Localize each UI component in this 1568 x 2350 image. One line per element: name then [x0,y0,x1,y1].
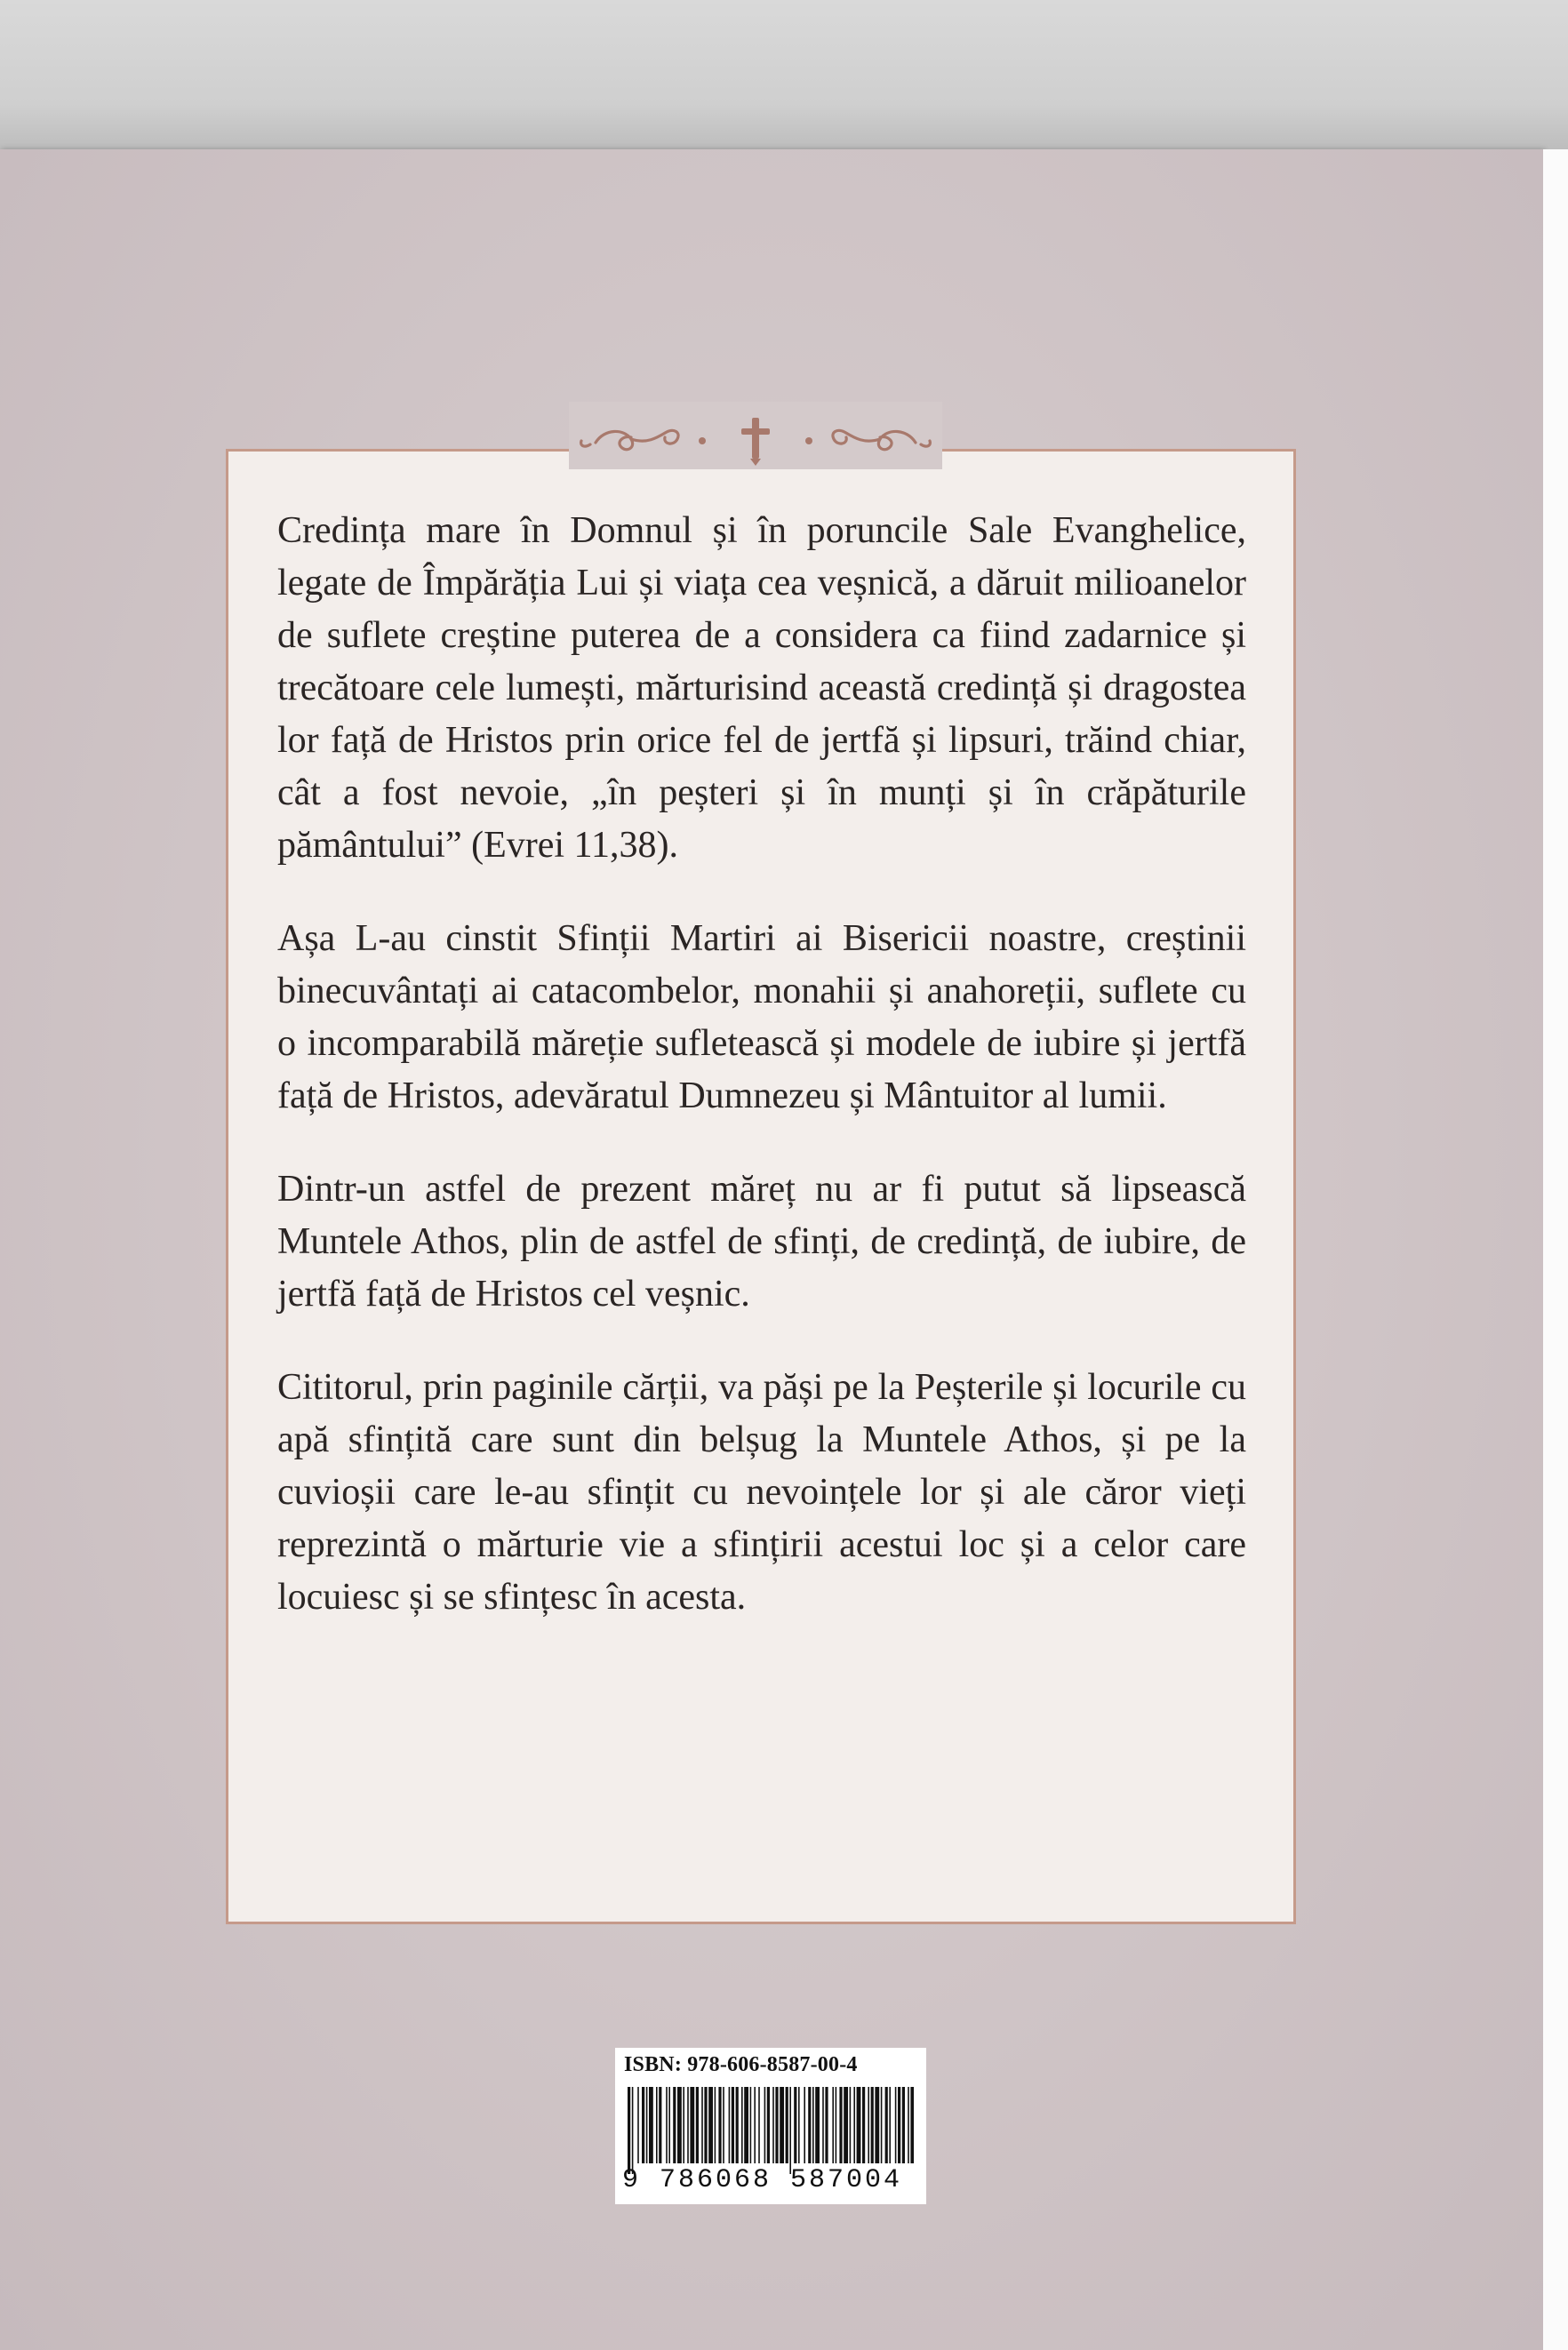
barcode-bar [812,2087,814,2163]
paragraph-1: Credința mare în Domnul și în poruncile Sale Evanghelice, legate de Împărăția Lui și viața cea veșnică, a dăruit milioanelor de suflete creștine puterea de a considera ca fiind zadarnice și trecătoare cele lumești, mărturisind această credință și dragostea lor față de Hristos prin orice fel de jertfă și lipsuri, trăind chiar, cât a fost nevoie, „în peșteri și în munți și în crăpăturile pământului” (Evrei 11,38). [277,510,1246,866]
barcode-bar [754,2087,756,2163]
barcode-bar [646,2087,648,2163]
scanner-background [0,0,1568,149]
barcode-bar [741,2087,743,2163]
barcode-bar [844,2087,848,2163]
barcode-bar [895,2087,897,2163]
barcode-bar [853,2087,855,2163]
page-edge [1543,149,1568,2350]
barcode-bar [758,2087,760,2163]
barcode-bar [750,2087,752,2163]
barcode-bar [875,2087,879,2163]
barcode-bar [677,2087,682,2163]
barcode-bar [868,2087,869,2163]
barcode-bar [804,2087,805,2163]
barcode-bar [808,2087,811,2163]
barcode-bar [775,2087,778,2163]
barcode-bar [637,2087,639,2163]
barcode-bar [885,2087,888,2163]
barcode-bar [736,2087,739,2163]
barcode-bar [649,2087,653,2163]
paragraph-3: Dintr-un astfel de prezent măreț nu ar fi putut să lipsească Muntele Athos, plin de astfel de sfinți, de credință, de iubire, de jertfă față de Hristos cel veșnic. [277,1169,1246,1315]
barcode-bar [862,2087,865,2163]
barcode-bar [767,2087,770,2163]
barcode-bar [704,2087,707,2163]
barcode-bar [857,2087,861,2163]
barcode-bar [668,2087,670,2163]
barcode-bar [902,2087,905,2163]
barcode-bar [839,2087,842,2163]
barcode-bar [723,2087,724,2163]
paragraph-2: Așa L-au cinstit Sfinții Martiri ai Bisericii noastre, creștinii binecuvântați ai catacombelor, monahii și anahoreții, suflete cu o incomparabilă măreție sufletească și modele de iubire și jertfă față de Hristos, adevăratul Dumnezeu și Mântuitor al lumii. [277,918,1246,1116]
barcode-bar [910,2087,914,2163]
barcode-bar [871,2087,874,2163]
barcode-digits: 9 786068 587004 [622,2165,903,2195]
barcode-bar [832,2087,834,2163]
barcode-bar [780,2087,784,2163]
barcode-bar [798,2087,800,2163]
barcode-bar [881,2087,883,2163]
barcode-bar [789,2087,791,2174]
back-cover-blurb [277,505,1246,1665]
barcode-bar [628,2087,630,2174]
barcode-bar [794,2087,796,2163]
barcode-bar [715,2087,716,2163]
barcode-bar [729,2087,731,2163]
barcode-bar [732,2087,734,2163]
barcode-bar [687,2087,689,2163]
barcode-bar [632,2087,634,2174]
barcode-bar [850,2087,852,2163]
barcode-bar [772,2087,774,2163]
barcode-bar [822,2087,824,2163]
barcode-bar [683,2087,684,2163]
barcode-bar [908,2087,909,2163]
barcode-bar [836,2087,837,2163]
barcode-bar [642,2087,644,2163]
barcode-bars-icon [628,2087,914,2174]
barcode-bar [690,2087,694,2163]
barcode-bar [656,2087,658,2163]
paragraph-4: Cititorul, prin paginile cărții, va păși pe la Peșterile și locurile cu apă sfințită care sunt din belșug la Muntele Athos, și pe la cuvioșii care le-au sfințit cu nevoințele lor și ale căror vieți reprezintă o mărturie vie a sfințirii acestui loc și a celor care locuiesc și se sfințesc în acesta. [277,1367,1246,1618]
barcode-bar [889,2087,891,2163]
barcode-bar [786,2087,788,2163]
isbn-barcode [615,2048,926,2204]
barcode-bar [825,2087,828,2163]
barcode-bar [708,2087,713,2163]
cross-flourish-ornament-icon [569,402,942,469]
barcode-bar [764,2087,766,2163]
barcode-bar [696,2087,699,2163]
barcode-bar [898,2087,900,2163]
barcode-bar [666,2087,668,2163]
barcode-bar [701,2087,703,2163]
barcode-bar [815,2087,820,2163]
barcode-bar [659,2087,661,2163]
barcode-bar [718,2087,721,2163]
barcode-bar [744,2087,748,2163]
isbn-label: ISBN: 978-606-8587-00-4 [624,2053,858,2076]
barcode-bar [673,2087,676,2163]
